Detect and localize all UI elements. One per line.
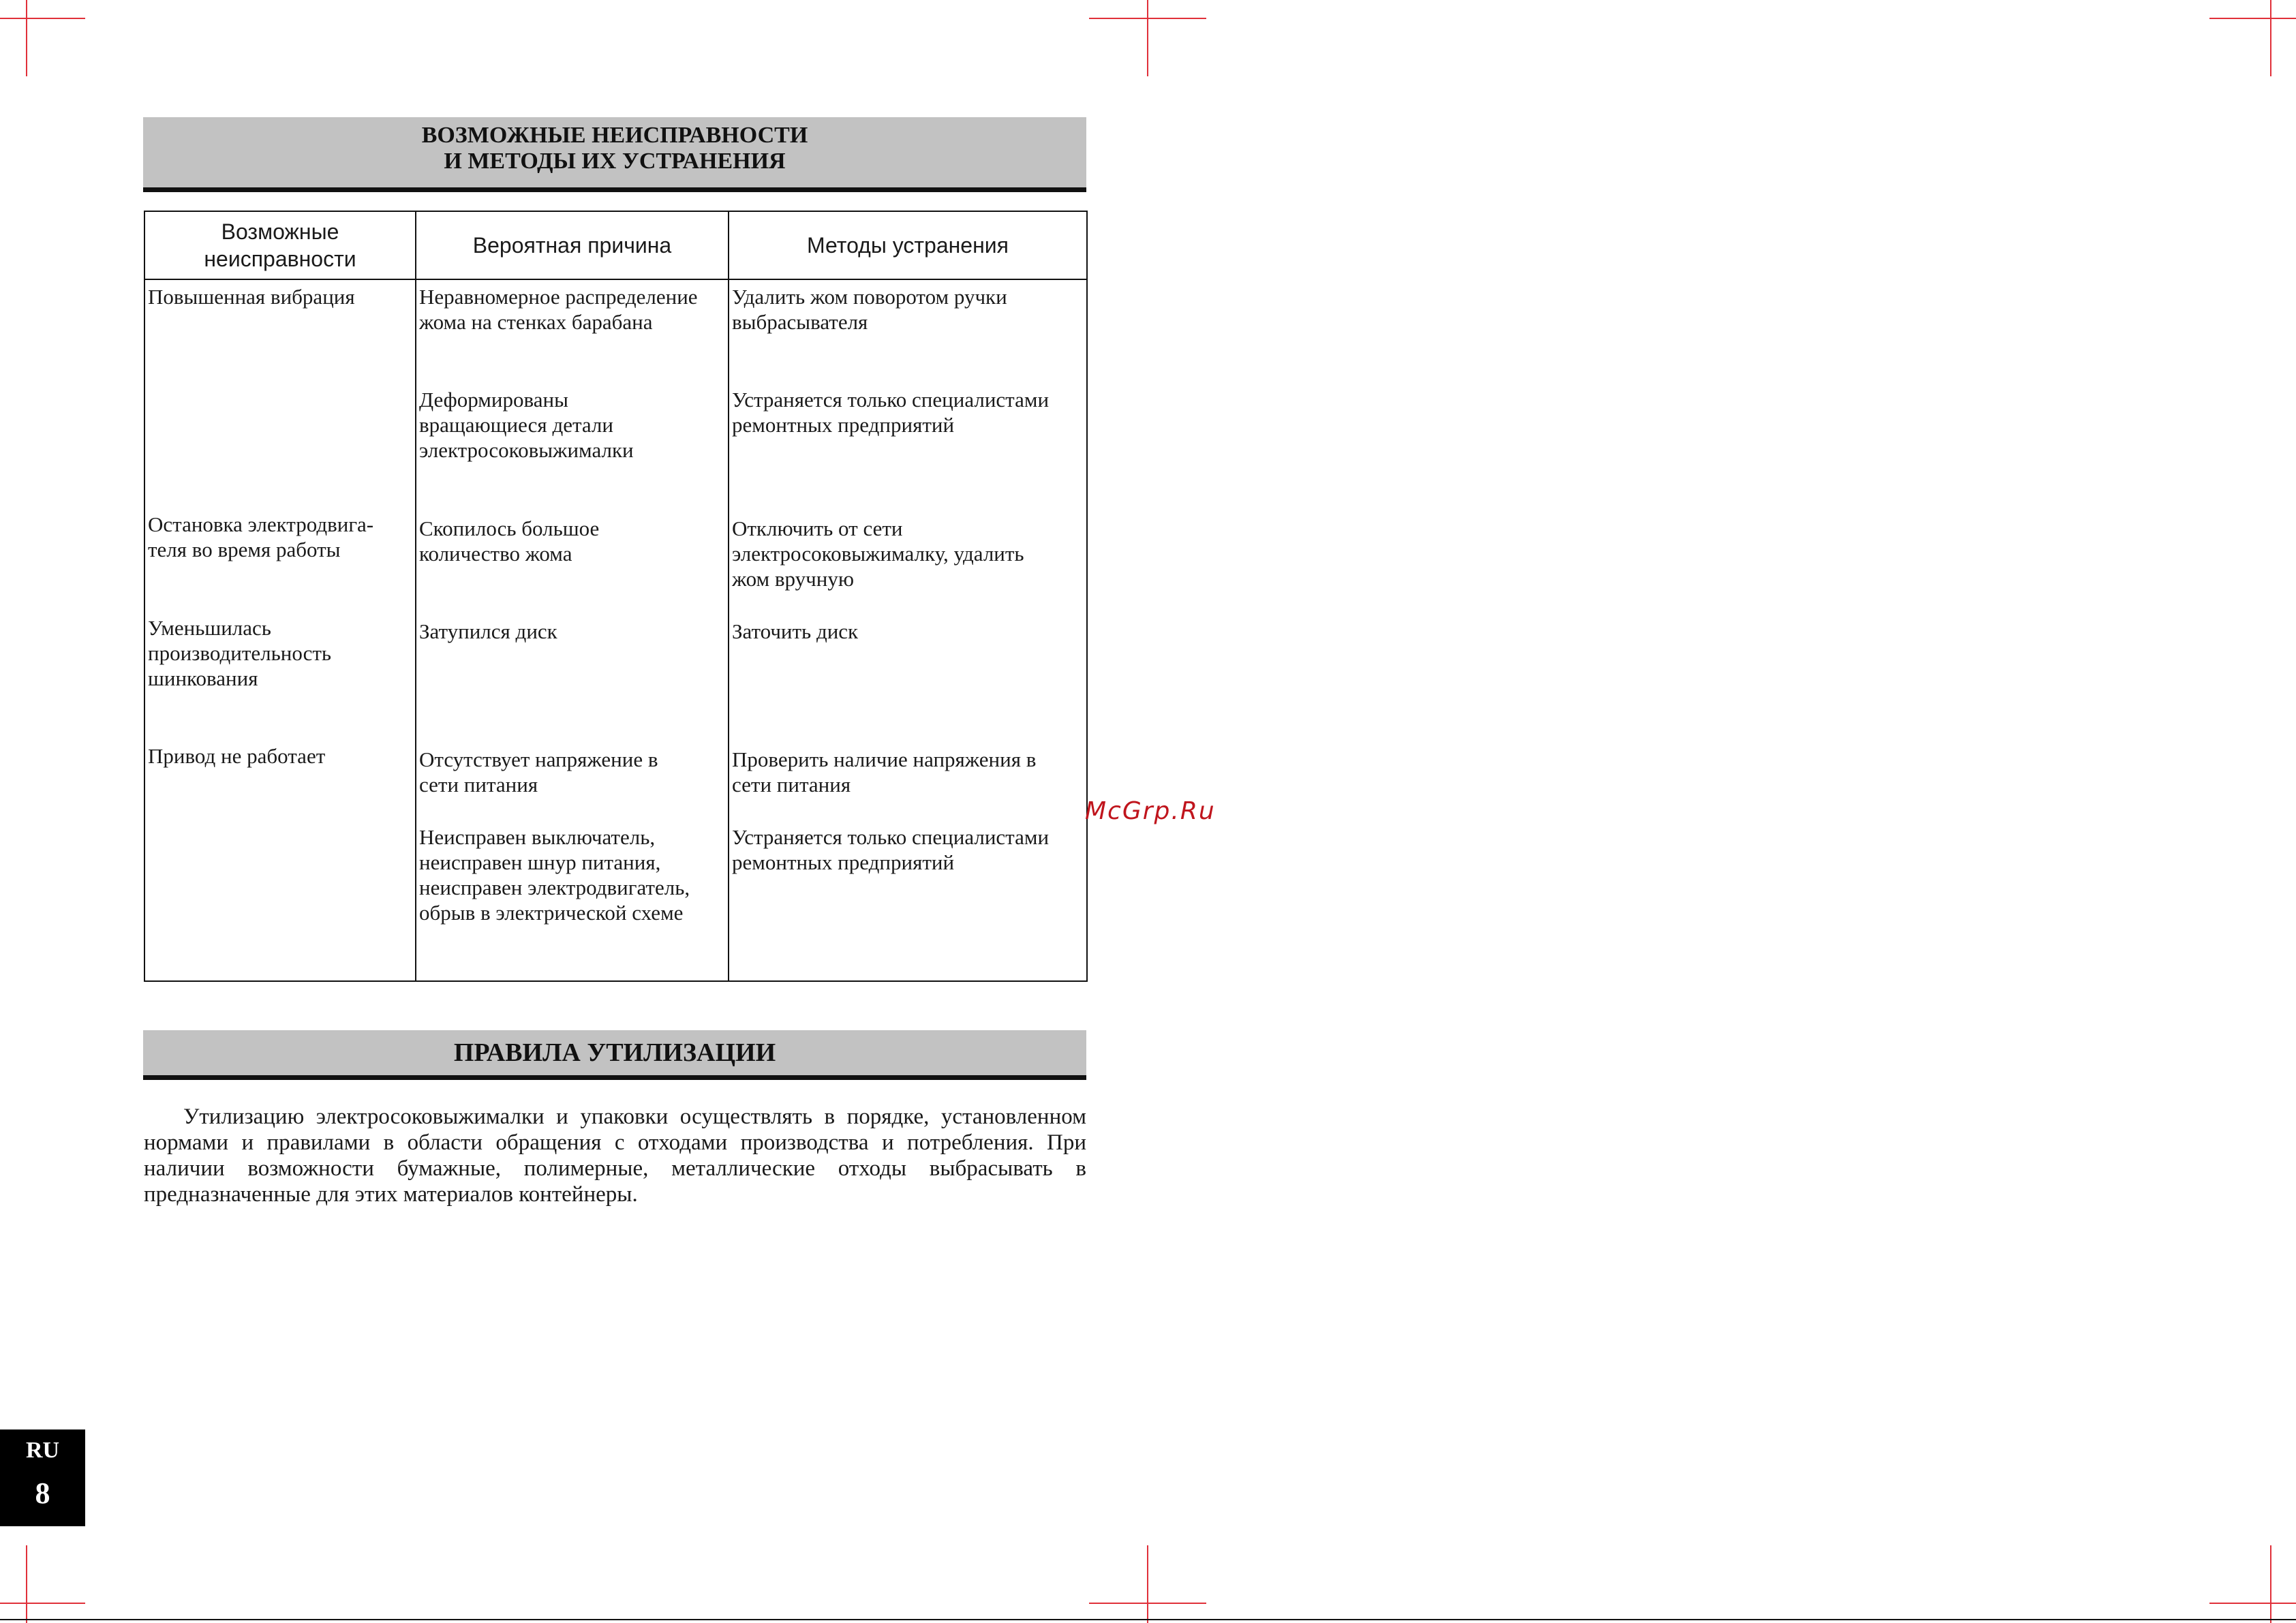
crop-mark [0,18,85,19]
fault-item: Привод не работает [148,744,326,768]
fault-item: Уменьшилась производительность шинкования [148,616,332,690]
cause-item: Затупился диск [419,619,557,643]
troubleshooting-title-line1: ВОЗМОЖНЫЕ НЕИСПРАВНОСТИ [421,123,808,148]
cause-item: Деформированы вращающиеся детали электросоковыжималки [419,388,634,462]
column-header-remedy: Методы устранения [729,211,1087,279]
crop-mark [26,1545,27,1623]
cause-item: Скопилось большое количество жома [419,516,600,566]
remedy-item: Устраняется только специалистами ремонтных предприятий [732,388,1050,437]
crop-mark [1147,0,1148,76]
table-row [144,279,1087,981]
page-number: 8 [35,1477,50,1510]
remedy-item: Удалить жом поворотом ручки выбрасывателя [732,285,1007,334]
cause-item: Неисправен выключатель, неисправен шнур питания, неисправен электродвигатель, обрыв в электрической схеме [419,825,690,925]
crop-mark [2209,18,2296,19]
remedy-column [729,279,1087,981]
remedy-item: Проверить наличие напряжения в сети питания [732,747,1037,797]
bottom-rule [0,1619,2296,1620]
cause-column [416,279,729,981]
remedy-item: Отключить от сети электросоковыжималку, удалить жом вручную [732,516,1024,591]
language-label: RU [25,1438,60,1463]
crop-mark [1147,1545,1148,1623]
column-header-fault: Возможные неисправности [144,211,416,279]
cause-item: Неравномерное распределение жома на стенках барабана [419,285,698,334]
page-tab [0,1429,85,1526]
cause-item: Отсутствует напряжение в сети питания [419,747,658,797]
table-header-row [144,211,1087,279]
fault-column [144,279,416,981]
crop-mark [0,1603,85,1604]
fault-item: Остановка электродвига- теля во время работы [148,512,374,561]
fault-item: Повышенная вибрация [148,285,355,309]
disposal-heading: ПРАВИЛА УТИЛИЗАЦИИ [143,1030,1086,1080]
watermark: McGrp.Ru [1085,797,1216,825]
column-header-cause: Вероятная причина [416,211,729,279]
disposal-paragraph: Утилизацию электросоковыжималки и упаковки осуществлять в порядке, установленном нормами и правилами в области обращения с отходами производства и потребления. При наличии возможности бумажные, полимерные, металлические отходы выбрасывать в предназначенные для этих материалов контейнеры. [144,1104,1086,1207]
crop-mark [2209,1603,2296,1604]
troubleshooting-heading [143,117,1086,192]
troubleshooting-table [144,211,1088,982]
remedy-item: Устраняется только специалистами ремонтных предприятий [732,825,1050,874]
remedy-item: Заточить диск [732,619,859,643]
crop-mark [2270,1545,2271,1623]
crop-mark [26,0,27,76]
troubleshooting-title-line2: И МЕТОДЫ ИХ УСТРАНЕНИЯ [444,149,786,174]
crop-mark [2270,0,2271,76]
